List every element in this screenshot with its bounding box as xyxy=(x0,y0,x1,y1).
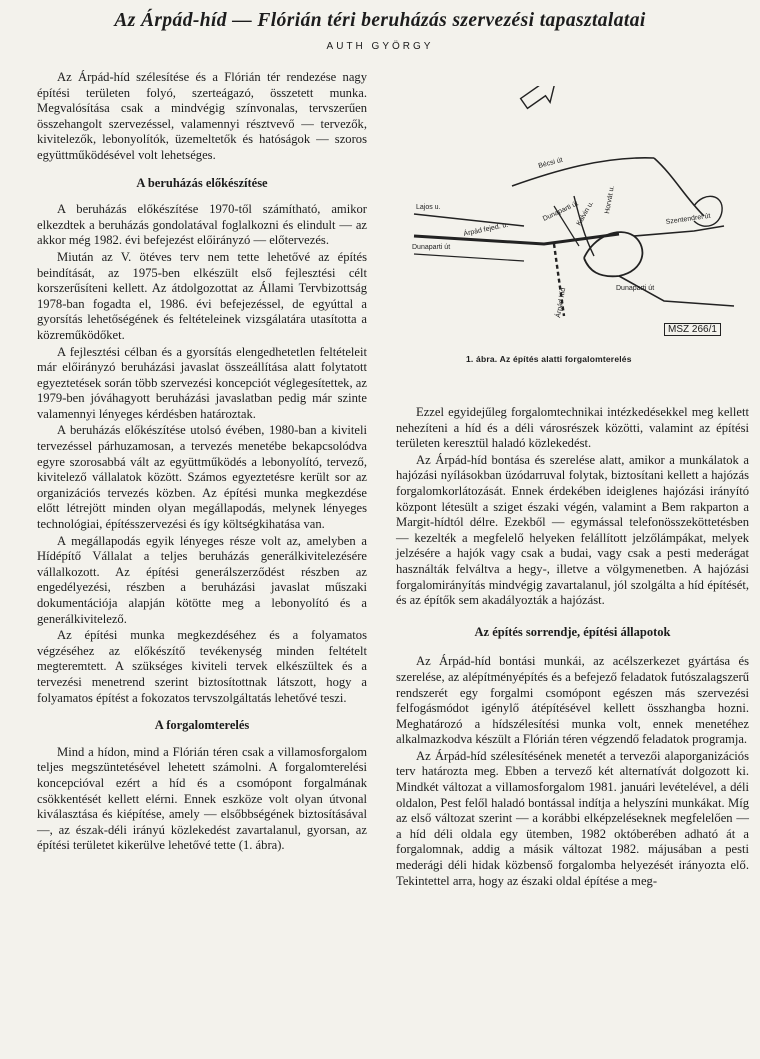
traffic-map-figure xyxy=(404,86,760,386)
figure-stamp: MSZ 266/1 xyxy=(664,323,721,336)
paragraph: Az Árpád-híd szélesítése és a Flórián tér rendezése nagy építési területen folyó, szerteágazó, összetett munka. Megvalósítása csak a mindvégig színvonalas, tervszerűen összehangolt szervezéssel, valamennyi résztvevő — tervezők, kivitelezők, lebonyolítók, üzemeltetők és hatóságok — szoros együttműködésével volt lehetséges. xyxy=(37,70,367,162)
left-column xyxy=(37,70,367,855)
map-label: Lajos u. xyxy=(416,204,441,211)
paragraph: Az Árpád-híd szélesítésének menetét a tervezői alaporganizációs terv határozta meg. Ebben a tervező két alternatívát dolgozott ki. Mindkét változat a villamosforgalom 1981. januári levételével, a déli oldalon, Pest felől haladó bontással indítja a helyszíni munkákat. Míg az első változat szerint — a korábbi elképzeléseknek megfelelően — a híd déli oldala egy ütemben, 1982 októberében adható át a forgalomnak, addig a másik változat 1982. májusában a pesti mederági déli hidak közbenső forgalomba helyezését irányozta elő. Tekintettel arra, hogy az északi oldal építése a meg- xyxy=(396,748,749,888)
paragraph: A fejlesztési célban és a gyorsítás elengedhetetlen feltételeit már előirányzó beruházási javaslat összeállítása alatt folytatott egyeztetések során több szervezési koncepciót véglegesítettek, az 1979-ben jóváhagyott beruházási javaslatban pedig már szinte valamennyi lényeges kérdésben határoztak. xyxy=(37,344,367,421)
map-label: Árpád híd xyxy=(555,287,568,319)
paragraph: Az építési munka megkezdéséhez és a folyamatos végzéséhez az előkészítő tevékenység minden feltételt megteremtett. A szükséges kiviteli tervek elkészültek és a tervezési menetrend szerint biztosítottnak látszott, hogy a folyamatos építést a fokozatos tervszolgáltatás lehetővé teszi. xyxy=(37,628,367,705)
article-title: Az Árpád-híd — Flórián téri beruházás szervezési tapasztalatai xyxy=(114,10,646,31)
paragraph: Az Árpád-híd bontása és szerelése alatt, amikor a munkálatok a hajózási nyílásokban üzódarruval folytak, biztosítani kellett a hajózás forgalomkorlátozását. Ennek érdekében ideiglenes hajózási irányító központ létesült a sziget északi végén, valamint a Bem rakparton a Margit-hídtól délre. Ezekből — egymással telefonösszeköttetésben — kezelték a megfelelő helyeken felállított jelzőlámpákat, melyek jelzésére a hajók vagy csak a budai, vagy csak a pesti mederágat használták felváltva a hegy-, illetve a völgymenetben. A hajózási forgalomirányítás mindvégig zavartalanul, jól szolgálta a híd építését, és az építők sem akadályozták a hajózást. xyxy=(396,452,749,608)
map-label: Horvát u. xyxy=(604,185,616,215)
map-label: Bécsi út xyxy=(537,156,564,170)
map-label: Árpád fejed. u. xyxy=(462,221,509,238)
map-label: Kalvin u. xyxy=(575,200,596,227)
paragraph: Mind a hídon, mind a Flórián téren csak a villamosforgalom teljes megszüntetésével lehetett számolni. A forgalomterelési koncepcióval ezért a híd és a csomópont forgalmának csökkentését kellett elérni. Ennek eszköze volt olyan útvonal kiválasztása és kiépítése, amely — elsőbbségének biztosításával —, az észak-déli irányú közlekedést zavartalanul, gyorsan, az építési területet kikerülve lehetővé tette (1. ábra). xyxy=(37,744,367,853)
paragraph: A beruházás előkészítése utolsó évében, 1980-ban a kiviteli tervezéssel párhuzamosan, a tervezés menetébe bekapcsolódva egyre szorosabbá vált az együttműködés a lebonyolító, tervező, kivitelező vállalatok között. Számos egyeztetésre került sor az organizációs tervezés közben. Az építési munka megkezdése előtt létrejött minden olyan megállapodás, melynek lényeges technológiai, építésszervezési és így költségkihatása van. xyxy=(37,423,367,532)
paragraph: Ezzel egyidejűleg forgalomtechnikai intézkedésekkel meg kellett nehezíteni a híd és a déli városrészek közötti, valamint az építési területen keresztül haladó közlekedést. xyxy=(396,405,749,451)
figure-caption: 1. ábra. Az építés alatti forgalomterelés xyxy=(466,354,632,364)
paragraph: A megállapodás egyik lényeges része volt az, amelyben a Hídépítő Vállalat a teljes beruházás generálkivitelezésére vállalkozott. Az építési generálszerződést részben az engedélyezési, részben a beruházási javaslat műszaki dokumentációja alapján kötötte meg a lebonyolító és a generálkivitelező. xyxy=(37,533,367,626)
traffic-map xyxy=(404,86,760,356)
map-label: Dunaparti út xyxy=(541,200,580,223)
article-author: AUTH GYÖRGY xyxy=(326,41,434,52)
paragraph: Miután az V. ötéves terv nem tette lehetővé az építés beindítását, az 1975-ben elkészült első fejlesztési célt korszerűsíteni kellett. Az átdolgozottat az Állami Tervbizottság 1978-ban fogadta el, 1986. évi befejezéssel, de egyúttal a gyorsítás lehetőségének és feltételeinek vizsgálatára utasította a közreműködőket. xyxy=(37,249,367,342)
paragraph: Az Árpád-híd bontási munkái, az acélszerkezet gyártása és szerelése, az alépítményépítés és a befejező feladatok futószalagszerű rendszerét egy forgalmi csomópont egészen más szervezési felfogásmódot igénylő átépítésével kellett összhangba hozni. Meghatározó a hídszélesítési munka volt, ennek menetéhez alkalmazkodva készült a Flórián téren végzendő feladatok programja. xyxy=(396,654,749,747)
section-heading: Az építés sorrendje, építési állapotok xyxy=(474,624,671,639)
map-label: Dunaparti út xyxy=(616,285,655,292)
paragraph: A beruházás előkészítése 1970-től számítható, amikor elkezdtek a beruházás gondolatával foglalkozni és elindult — az akkor még 1982. évi befejezést előirányzó — előtervezés. xyxy=(37,202,367,248)
section-heading: A beruházás előkészítése xyxy=(136,175,268,190)
map-label: Szentendrei út xyxy=(665,212,711,226)
right-column xyxy=(396,405,749,890)
direction-arrow-icon xyxy=(516,86,563,115)
map-label: Dunaparti út xyxy=(412,244,451,251)
section-heading: A forgalomterelés xyxy=(154,718,250,733)
